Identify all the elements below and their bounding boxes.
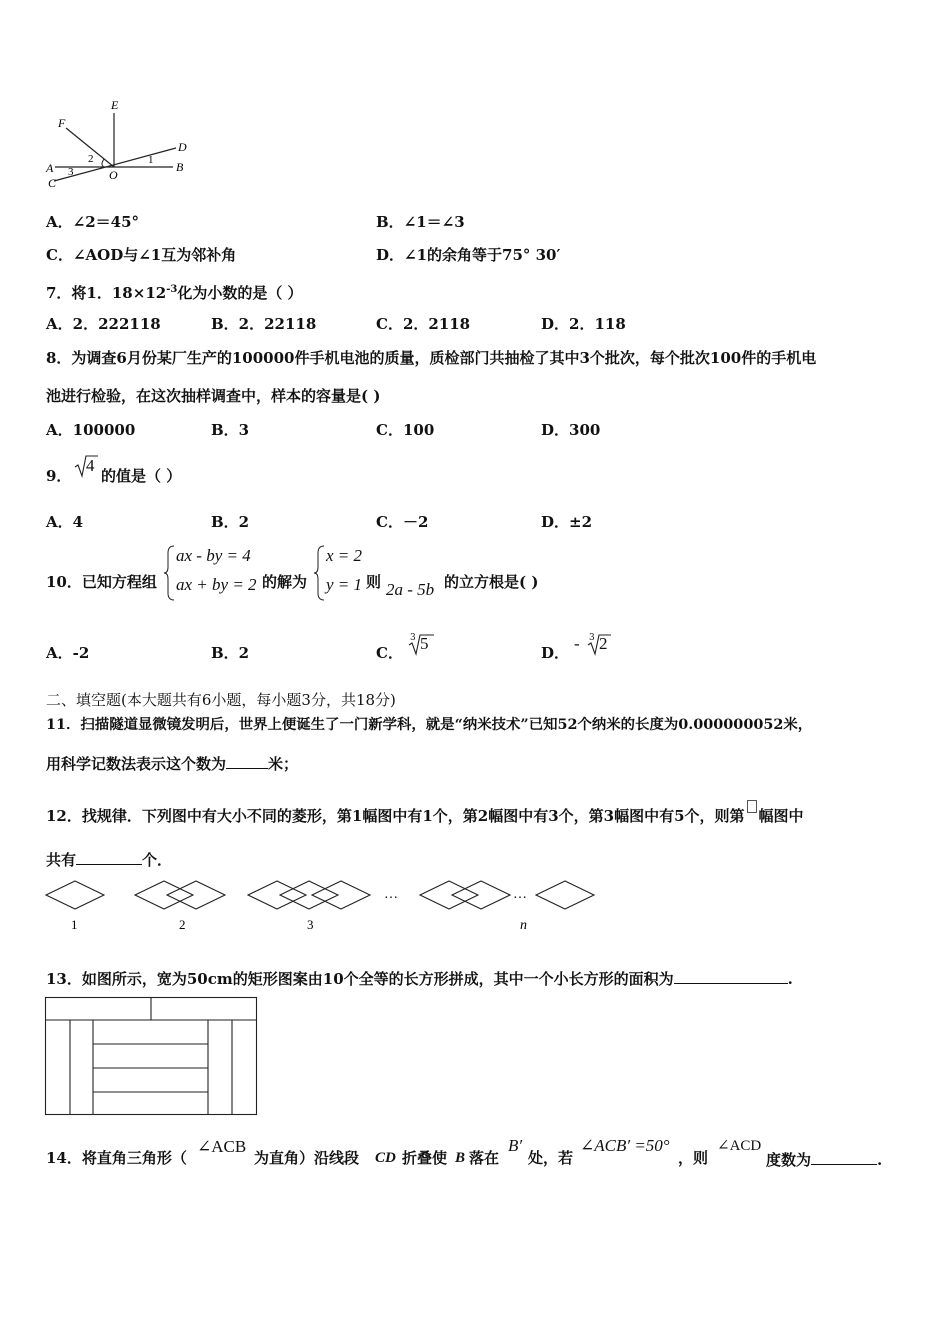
q10-option-d: D．	[541, 644, 570, 662]
q8-option-b: B．3	[211, 421, 250, 439]
q10-option-b: B．2	[211, 644, 250, 662]
q11-line-2	[46, 752, 298, 774]
q9-option-a: A．4	[46, 513, 84, 531]
q10-d-index: 3	[589, 633, 595, 643]
q10-then: 则	[366, 573, 382, 591]
rhombus	[420, 881, 478, 909]
q14-end: .	[877, 1151, 883, 1169]
q11-line-2b: 米；	[268, 755, 299, 773]
q10-expr: 2a - 5b	[386, 580, 435, 599]
rhombus	[248, 881, 306, 909]
q7-stem-a: 7．将1．18×12	[46, 284, 167, 302]
q8-line-2: 池进行检验，在这次抽样调查中，样本的容量是( )	[46, 387, 381, 405]
rhombus	[312, 881, 370, 909]
q7-stem	[46, 280, 303, 303]
q11-answer-blank[interactable]	[226, 752, 268, 769]
q9-number: 9．	[46, 467, 72, 485]
q10-d-sign: -	[574, 634, 580, 653]
q14-part-b: 为直角）沿线段	[254, 1149, 360, 1167]
label-o: O	[109, 168, 118, 182]
q12-line-1	[46, 800, 804, 826]
q13-text: 13．如图所示，宽为50cm的矩形图案由10个全等的长方形拼成，其中一个小长方形的面积为	[46, 970, 674, 988]
q9-radicand: 4	[86, 456, 95, 475]
q7-option-c: C．2．2118	[376, 315, 471, 333]
q10-eq-1: ax - by = 4	[176, 546, 251, 565]
q14-angle-acb: ∠ACB	[197, 1137, 247, 1156]
label-d: D	[178, 140, 187, 154]
q8-option-c: C．100	[376, 421, 435, 439]
q6-option-a: A．∠2＝45°	[46, 213, 140, 231]
q14-part-g	[766, 1148, 882, 1170]
q7-option-d: D．2．118	[541, 315, 626, 333]
q14-part-a: 14．将直角三角形（	[46, 1149, 187, 1167]
q12-line-1a: 12．找规律．下列图中有大小不同的菱形，第1幅图中有1个，第2幅图中有3个，第3幅图中有5个，则第	[46, 807, 745, 825]
q8-line-1: 8．为调查6月份某厂生产的100000件手机电池的质量，质检部门共抽检了其中3个批次，每个批次100件的手机电	[46, 349, 817, 367]
label-angle-3: 3	[68, 166, 74, 178]
q10-c-index: 3	[410, 633, 416, 643]
q6-option-c: C．∠AOD与∠1互为邻补角	[46, 246, 237, 264]
figure-label-3: 3	[307, 917, 314, 932]
q14-cd: CD	[375, 1150, 396, 1166]
q8-option-d: D．300	[541, 421, 601, 439]
q10-option-a: A．-2	[46, 644, 90, 662]
label-e: E	[111, 98, 119, 112]
q11-line-2a: 用科学记数法表示这个数为	[46, 755, 227, 773]
q12-line-2b: 个．	[142, 851, 173, 869]
rhombus-pattern-figure	[40, 878, 610, 938]
q10-d-radicand: 2	[599, 634, 608, 653]
q10-brace-2	[314, 545, 326, 601]
label-angle-1: 1	[148, 154, 154, 166]
q10-tail: 的立方根是( )	[444, 573, 539, 591]
q7-option-b: B．2．22118	[211, 315, 317, 333]
q14-part-c: 折叠使	[402, 1149, 448, 1167]
rhombus	[452, 881, 510, 909]
q9-option-c: C．－2	[376, 513, 429, 531]
rectangle-pattern-figure	[45, 997, 259, 1117]
figure-label-2: 2	[179, 917, 186, 932]
q10-eq-2: ax + by = 2	[176, 575, 257, 594]
q10-brace-1	[164, 545, 176, 601]
q10-stem: 10．已知方程组	[46, 573, 157, 591]
q8-option-a: A．100000	[46, 421, 136, 439]
q14-b: B	[455, 1150, 466, 1166]
q12-n-placeholder	[747, 800, 757, 813]
q10-mid: 的解为	[262, 573, 308, 591]
rhombus	[536, 881, 594, 909]
label-f: F	[58, 116, 66, 130]
q12-line-2a: 共有	[46, 851, 77, 869]
q10-option-c: C．	[376, 644, 403, 662]
figure-label-1: 1	[71, 917, 78, 932]
q14-b-prime: B′	[508, 1136, 523, 1155]
q13-answer-blank[interactable]	[674, 967, 788, 984]
q12-line-2	[46, 848, 172, 870]
q6-option-b: B．∠1＝∠3	[376, 213, 465, 231]
q14-part-d: 落在	[469, 1149, 500, 1167]
rhombus	[280, 881, 338, 909]
q6-option-d: D．∠1的余角等于75° 30′	[376, 246, 561, 264]
q14-answer-blank[interactable]	[811, 1148, 877, 1165]
q14-part-f: ，则	[678, 1149, 709, 1167]
q10-sol-x: x = 2	[326, 546, 363, 565]
rhombus	[167, 881, 225, 909]
label-a: A	[46, 161, 54, 175]
angle-arc-2	[102, 159, 104, 167]
figure-label-n: n	[520, 918, 527, 933]
q7-option-a: A．2．222118	[46, 315, 161, 333]
q13-stem	[46, 967, 793, 989]
ellipsis-2: …	[513, 887, 527, 902]
label-c: C	[48, 176, 57, 190]
rhombus	[46, 881, 104, 909]
q14-angle-acb-prime: ∠ACB′ =50°	[580, 1136, 670, 1155]
q9-option-d: D．±2	[541, 513, 593, 531]
q7-stem-b: 化为小数的是（ ）	[177, 284, 303, 302]
q10-sol-y: y = 1	[326, 575, 363, 594]
q14-part-e: 处，若	[528, 1149, 574, 1167]
section-2-heading: 二、填空题(本大题共有6小题，每小题3分，共18分)	[46, 691, 396, 709]
q13-end: .	[787, 970, 793, 988]
label-angle-2: 2	[88, 153, 94, 165]
ellipsis-1: …	[384, 887, 398, 902]
q12-line-1b: 幅图中	[758, 807, 804, 825]
label-b: B	[176, 160, 184, 174]
q9-stem: 的值是（ ）	[101, 467, 182, 485]
q11-line-1: 11．扫描隧道显微镜发明后，世界上便诞生了一门新学科，就是“纳米技术”已知52个纳米的长度为0.000000052米，	[46, 716, 813, 733]
angle-figure	[40, 95, 200, 195]
q7-exponent: -3	[166, 284, 178, 295]
q10-c-radicand: 5	[420, 634, 429, 653]
q9-option-b: B．2	[211, 513, 250, 531]
q14-angle-acd: ∠ACD	[717, 1138, 762, 1154]
q12-answer-blank[interactable]	[76, 848, 142, 865]
q14-g: 度数为	[766, 1151, 812, 1169]
rhombus	[135, 881, 193, 909]
